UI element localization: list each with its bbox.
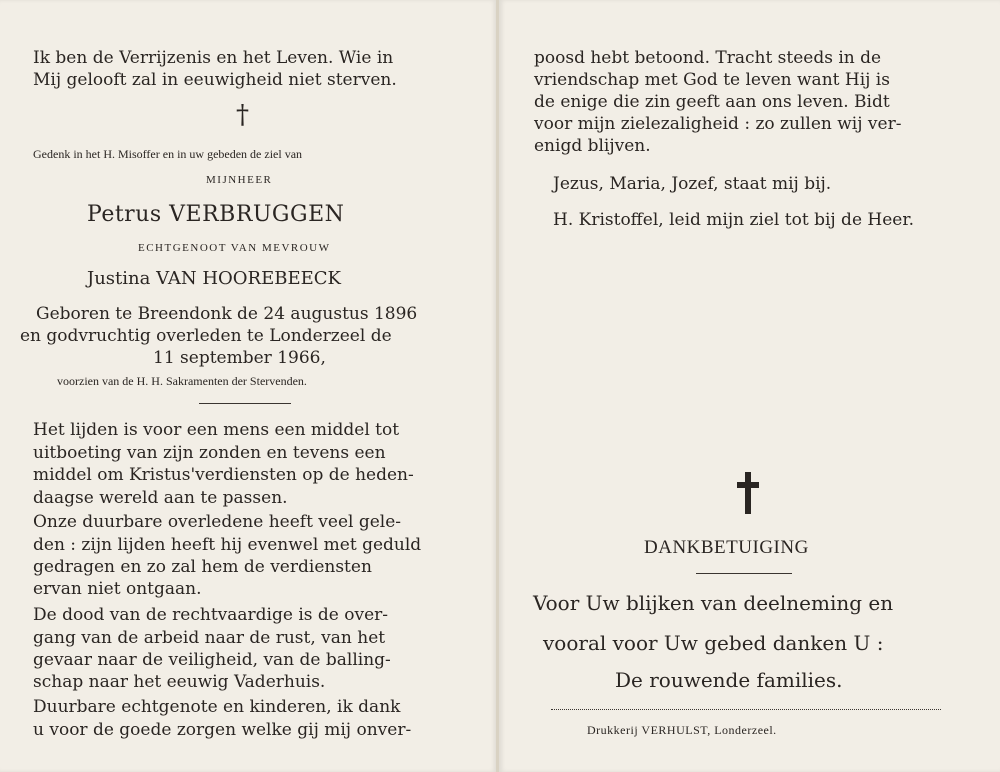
spouse-name: Justina VAN HOOREBEECK: [87, 268, 341, 289]
continued-paragraph-line-2: vriendschap met God te leven want Hij is: [534, 70, 890, 90]
mijnheer-label: MIJNHEER: [206, 174, 273, 186]
cross-icon: †: [236, 100, 249, 130]
paragraph-2-line-2: den : zijn lijden heeft hij evenwel met geduld: [33, 535, 422, 555]
divider-rule: [199, 403, 291, 404]
thanks-divider: [696, 573, 792, 574]
continued-paragraph-line-4: voor mijn zielezaligheid : zo zullen wij ver-: [534, 114, 902, 134]
sacraments-line: voorzien van de H. H. Sakramenten der Stervenden.: [57, 374, 307, 388]
continued-paragraph-line-3: de enige die zin geeft aan ons leven. Bidt: [534, 92, 890, 112]
prayer-line-2: H. Kristoffel, leid mijn ziel tot bij de Heer.: [553, 210, 915, 230]
paragraph-1-line-4: daagse wereld aan te passen.: [33, 488, 288, 508]
right-card-panel: [499, 0, 1000, 772]
paragraph-4-line-2: u voor de goede zorgen welke gij mij onver-: [33, 720, 412, 740]
spouse-label: ECHTGENOOT VAN MEVROUW: [138, 242, 331, 254]
thanks-title: DANKBETUIGING: [644, 537, 809, 558]
continued-paragraph-line-5: enigd blijven.: [534, 136, 651, 156]
prayer-line-1: Jezus, Maria, Jozef, staat mij bij.: [553, 174, 832, 194]
paragraph-3-line-3: gevaar naar de veiligheid, van de balling-: [33, 650, 391, 670]
birth-line-3: 11 september 1966,: [153, 348, 326, 368]
paragraph-3-line-1: De dood van de rechtvaardige is de over-: [33, 605, 389, 625]
paragraph-1-line-2: uitboeting van zijn zonden en tevens een: [33, 443, 386, 463]
dotted-rule: [551, 709, 941, 710]
paragraph-2-line-4: ervan niet ontgaan.: [33, 579, 202, 599]
gedenk-line: Gedenk in het H. Misoffer en in uw gebeden de ziel van: [33, 147, 303, 161]
latin-cross-icon: [737, 472, 759, 514]
left-card-panel: [0, 0, 497, 772]
paragraph-4-line-1: Duurbare echtgenote en kinderen, ik dank: [33, 697, 401, 717]
printer-imprint: Drukkerij VERHULST, Londerzeel.: [587, 723, 777, 737]
thanks-line-2: vooral voor Uw gebed danken U :: [543, 631, 884, 655]
paragraph-1-line-3: middel om Kristus'verdiensten op de heden-: [33, 465, 414, 485]
birth-line-2: en godvruchtig overleden te Londerzeel de: [20, 326, 392, 346]
scripture-quote-line-1: Ik ben de Verrijzenis en het Leven. Wie in: [33, 48, 394, 68]
deceased-name: Petrus VERBRUGGEN: [87, 202, 345, 227]
paragraph-3-line-2: gang van de arbeid naar de rust, van het: [33, 628, 386, 648]
continued-paragraph-line-1: poosd hebt betoond. Tracht steeds in de: [534, 48, 882, 68]
paragraph-2-line-1: Onze duurbare overledene heeft veel gele-: [33, 512, 402, 532]
paragraph-3-line-4: schap naar het eeuwig Vaderhuis.: [33, 672, 326, 692]
birth-line-1: Geboren te Breendonk de 24 augustus 1896: [36, 304, 418, 324]
paragraph-2-line-3: gedragen en zo zal hem de verdiensten: [33, 557, 372, 577]
thanks-line-3: De rouwende families.: [615, 668, 843, 692]
paragraph-1-line-1: Het lijden is voor een mens een middel tot: [33, 420, 400, 440]
thanks-line-1: Voor Uw blijken van deelneming en: [533, 591, 894, 615]
scripture-quote-line-2: Mij gelooft zal in eeuwigheid niet sterven.: [33, 70, 397, 90]
